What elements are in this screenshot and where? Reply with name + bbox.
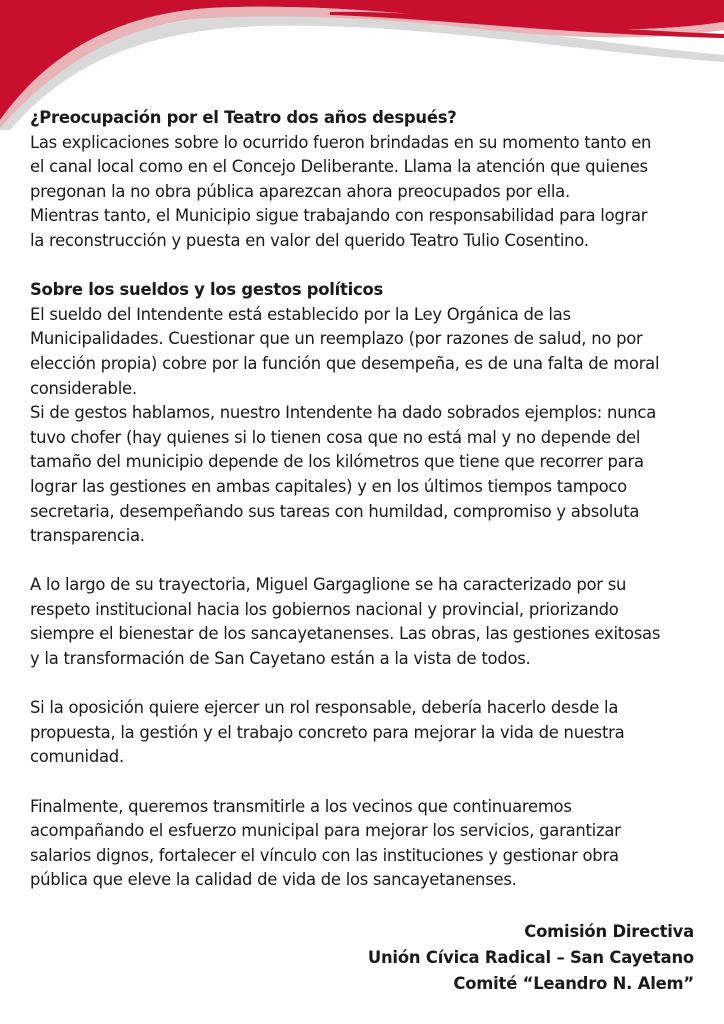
signature-comite: Comité “Leandro N. Alem”: [453, 974, 694, 993]
text-line: secretaria, desempeñando sus tareas con humildad, compromiso y absoluta: [30, 501, 640, 521]
text-line: Municipalidades. Cuestionar que un reemplazo (por razones de salud, no por: [30, 329, 643, 349]
signature-block: [368, 919, 694, 997]
text-line: pregonan la no obra pública aparezcan ahora preocupados por ella.: [30, 181, 570, 201]
text-line: transparencia.: [30, 526, 145, 546]
paragraph-gap: [30, 254, 694, 279]
text-line: elección propia) cobre por la función que desempeña, es de una falta de moral: [30, 353, 660, 373]
text-line: Las explicaciones sobre lo ocurrido fueron brindadas en su momento tanto en: [30, 132, 652, 152]
text-line: pública que eleve la calidad de vida de los sancayetanenses.: [30, 870, 517, 890]
text-line: respeto institucional hacia los gobiernos nacional y provincial, priorizando: [30, 599, 619, 619]
text-line: siempre el bienestar de los sancayetanenses. Las obras, las gestiones exitosas: [30, 624, 661, 644]
text-line: comunidad.: [30, 747, 124, 767]
signature-party: Unión Cívica Radical – San Cayetano: [367, 948, 694, 967]
paragraph-gap: [30, 549, 694, 574]
paragraph-gap: [30, 672, 694, 697]
text-line: tamaño del municipio depende de los kilómetros que tiene que recorrer para: [30, 452, 644, 472]
text-line: el canal local como en el Concejo Deliberante. Llama la atención que quienes: [30, 157, 648, 177]
paragraph-gap: [30, 770, 694, 795]
text-line: salarios dignos, fortalecer el vínculo con las instituciones y gestionar obra: [30, 845, 619, 865]
text-line: propuesta, la gestión y el trabajo concreto para mejorar la vida de nuestra: [30, 722, 625, 742]
section-heading-teatro: ¿Preocupación por el Teatro dos años después?: [30, 108, 457, 127]
text-line: acompañando el esfuerzo municipal para mejorar los servicios, garantizar: [30, 821, 621, 841]
letter-body: [30, 106, 694, 893]
text-line: tuvo chofer (hay quienes si lo tienen cosa que no está mal y no depende del: [30, 427, 641, 447]
text-line: la reconstrucción y puesta en valor del querido Teatro Tulio Cosentino.: [30, 230, 589, 250]
text-line: El sueldo del Intendente está establecido por la Ley Orgánica de las: [30, 304, 571, 324]
section-heading-sueldos: Sobre los sueldos y los gestos políticos: [30, 280, 383, 300]
text-line: A lo largo de su trayectoria, Miguel Gargaglione se ha caracterizado por su: [30, 575, 627, 595]
text-line: Si de gestos hablamos, nuestro Intendente ha dado sobrados ejemplos: nunca: [30, 403, 656, 423]
text-line: Mientras tanto, el Municipio sigue trabajando con responsabilidad para lograr: [30, 206, 648, 226]
text-line: lograr las gestiones en ambas capitales) y en los últimos tiempos tampoco: [30, 476, 627, 496]
text-line: Finalmente, queremos transmitirle a los vecinos que continuaremos: [30, 796, 572, 816]
text-line: Si la oposición quiere ejercer un rol responsable, debería hacerlo desde la: [30, 698, 619, 718]
text-line: considerable.: [30, 378, 137, 398]
text-line: y la transformación de San Cayetano están a la vista de todos.: [30, 649, 531, 669]
signature-committee: Comisión Directiva: [524, 922, 694, 941]
